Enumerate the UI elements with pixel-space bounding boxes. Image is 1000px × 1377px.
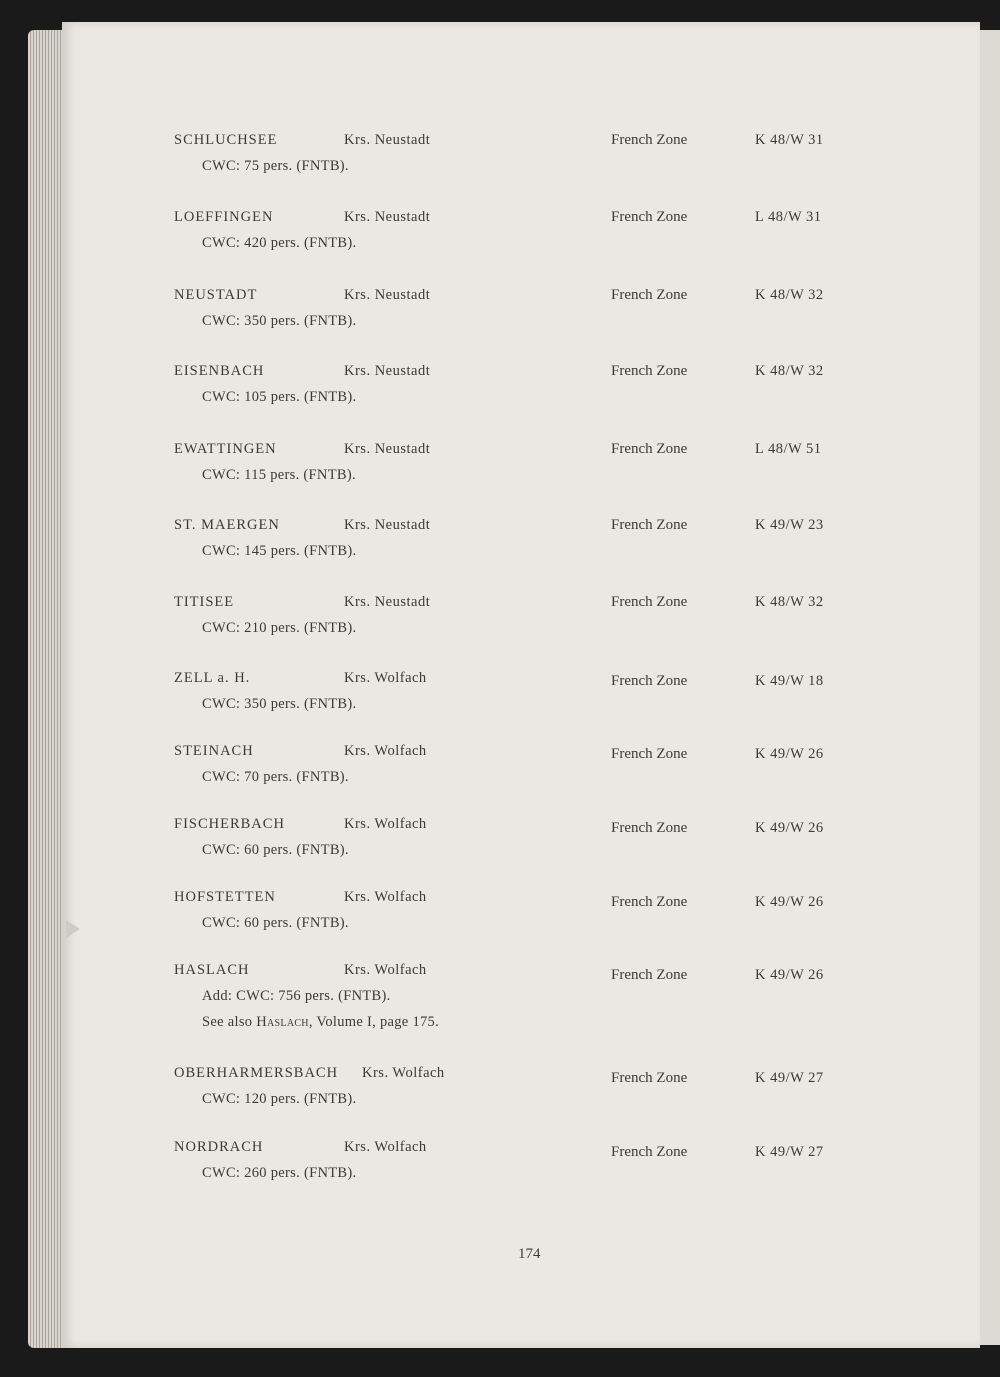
cwc-line: CWC: 350 pers. (FNTB). xyxy=(202,696,357,712)
book-page xyxy=(62,22,980,1348)
location-name: EISENBACH xyxy=(174,363,265,379)
see-also-note xyxy=(202,1014,439,1031)
district: Krs. Neustadt xyxy=(344,594,431,610)
see-also-prefix: See also xyxy=(202,1014,257,1030)
district: Krs. Neustadt xyxy=(344,209,431,225)
entry-steinach xyxy=(62,743,980,813)
grid-reference: K 49/W 27 xyxy=(755,1070,824,1086)
grid-reference: K 49/W 26 xyxy=(755,894,824,910)
location-name: STEINACH xyxy=(174,743,254,759)
grid-reference: K 49/W 26 xyxy=(755,967,824,983)
location-name: HOFSTETTEN xyxy=(174,889,276,905)
zone: French Zone xyxy=(611,1144,688,1160)
grid-reference: K 49/W 27 xyxy=(755,1144,824,1160)
cwc-line: CWC: 75 pers. (FNTB). xyxy=(202,158,349,174)
location-name: ST. MAERGEN xyxy=(174,517,280,533)
grid-reference: K 49/W 23 xyxy=(755,517,824,533)
zone: French Zone xyxy=(611,1070,688,1086)
district: Krs. Neustadt xyxy=(344,132,431,148)
entry-haslach xyxy=(62,962,980,1042)
grid-reference: K 48/W 32 xyxy=(755,594,824,610)
location-name: HASLACH xyxy=(174,962,250,978)
district: Krs. Wolfach xyxy=(344,816,427,832)
grid-reference: K 49/W 26 xyxy=(755,746,824,762)
cwc-line: CWC: 60 pers. (FNTB). xyxy=(202,915,349,931)
location-name: NEUSTADT xyxy=(174,287,258,303)
see-also-suffix: , Volume I, page 175. xyxy=(308,1014,440,1030)
district: Krs. Wolfach xyxy=(362,1065,445,1081)
entry-eisenbach xyxy=(62,363,980,433)
location-name: LOEFFINGEN xyxy=(174,209,274,225)
cwc-line: CWC: 420 pers. (FNTB). xyxy=(202,235,357,251)
location-name: OBERHARMERSBACH xyxy=(174,1065,339,1081)
entry-fischerbach xyxy=(62,816,980,886)
cwc-line: CWC: 105 pers. (FNTB). xyxy=(202,389,357,405)
zone: French Zone xyxy=(611,967,688,983)
grid-reference: K 49/W 18 xyxy=(755,673,824,689)
district: Krs. Wolfach xyxy=(344,670,427,686)
cwc-line: CWC: 120 pers. (FNTB). xyxy=(202,1091,357,1107)
zone: French Zone xyxy=(611,894,688,910)
cwc-line: CWC: 145 pers. (FNTB). xyxy=(202,543,357,559)
district: Krs. Wolfach xyxy=(344,962,427,978)
entry-ewattingen xyxy=(62,441,980,511)
district: Krs. Neustadt xyxy=(344,517,431,533)
zone: French Zone xyxy=(611,746,688,762)
district: Krs. Wolfach xyxy=(344,743,427,759)
zone: French Zone xyxy=(611,820,688,836)
grid-reference: K 48/W 32 xyxy=(755,287,824,303)
page-tab-marker xyxy=(66,920,80,938)
cwc-line: CWC: 350 pers. (FNTB). xyxy=(202,313,357,329)
zone: French Zone xyxy=(611,441,688,457)
location-name: FISCHERBACH xyxy=(174,816,285,832)
entry-nordrach xyxy=(62,1139,980,1209)
grid-reference: K 48/W 31 xyxy=(755,132,824,148)
grid-reference: L 48/W 51 xyxy=(755,441,822,457)
district: Krs. Neustadt xyxy=(344,287,431,303)
district: Krs. Wolfach xyxy=(344,1139,427,1155)
cwc-line: CWC: 70 pers. (FNTB). xyxy=(202,769,349,785)
zone: French Zone xyxy=(611,209,688,225)
cwc-line: Add: CWC: 756 pers. (FNTB). xyxy=(202,988,391,1004)
cwc-line: CWC: 210 pers. (FNTB). xyxy=(202,620,357,636)
location-name: SCHLUCHSEE xyxy=(174,132,278,148)
facing-page-edge xyxy=(978,30,1000,1345)
zone: French Zone xyxy=(611,517,688,533)
page-number: 174 xyxy=(518,1246,541,1262)
entry-loeffingen xyxy=(62,209,980,279)
cwc-line: CWC: 115 pers. (FNTB). xyxy=(202,467,356,483)
district: Krs. Neustadt xyxy=(344,441,431,457)
grid-reference: K 49/W 26 xyxy=(755,820,824,836)
entry-hofstetten xyxy=(62,889,980,959)
location-name: NORDRACH xyxy=(174,1139,264,1155)
entry-titisee xyxy=(62,594,980,664)
location-name: TITISEE xyxy=(174,594,235,610)
zone: French Zone xyxy=(611,673,688,689)
see-also-reference: Haslach xyxy=(256,1014,309,1030)
zone: French Zone xyxy=(611,132,688,148)
location-name: EWATTINGEN xyxy=(174,441,277,457)
cwc-line: CWC: 60 pers. (FNTB). xyxy=(202,842,349,858)
entry-schluchsee xyxy=(62,132,980,202)
district: Krs. Wolfach xyxy=(344,889,427,905)
zone: French Zone xyxy=(611,363,688,379)
entry-neustadt xyxy=(62,287,980,357)
district: Krs. Neustadt xyxy=(344,363,431,379)
zone: French Zone xyxy=(611,594,688,610)
entry-oberharmersbach xyxy=(62,1065,980,1135)
entry-st-maergen xyxy=(62,517,980,587)
location-name: ZELL a. H. xyxy=(174,670,251,686)
zone: French Zone xyxy=(611,287,688,303)
grid-reference: L 48/W 31 xyxy=(755,209,822,225)
cwc-line: CWC: 260 pers. (FNTB). xyxy=(202,1165,357,1181)
entry-zell xyxy=(62,670,980,740)
grid-reference: K 48/W 32 xyxy=(755,363,824,379)
